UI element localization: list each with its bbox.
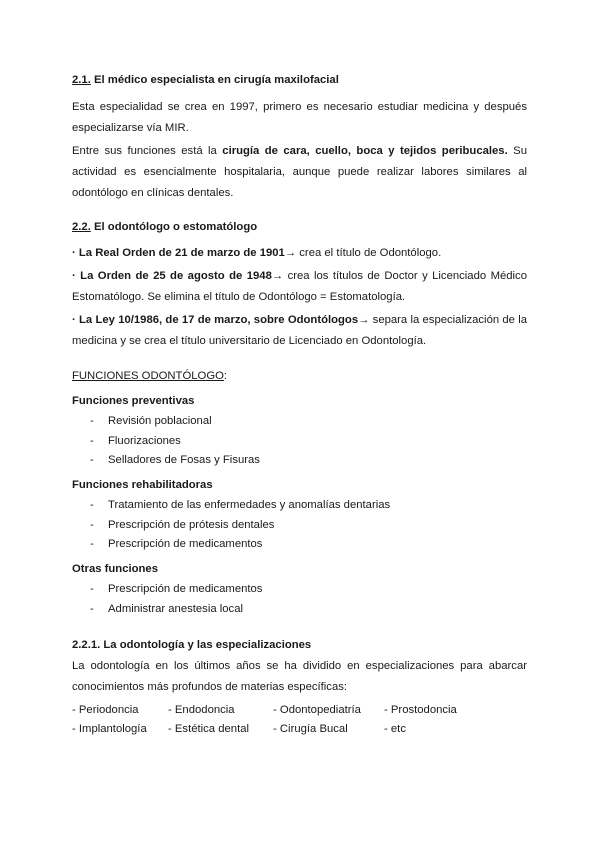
specialization-item: - Periodoncia [72,704,139,716]
history-item [72,310,527,352]
section-2-1-heading [72,71,527,89]
group-list [72,580,527,619]
history-item-law: · La Ley 10/1986, de 17 de marzo, sobre Odontólogos [72,314,359,326]
group-list [72,496,527,555]
group-list [72,412,527,471]
list-item [72,580,527,600]
group-title: Funciones preventivas [72,395,195,407]
list-item-text: Fluorizaciones [108,434,181,447]
section-2-2-1 [72,636,527,698]
history-item [72,266,527,308]
list-item-text: Revisión poblacional [108,415,212,427]
history-item-law: · La Orden de 25 de agosto de 1948 [72,270,272,282]
specialization-item: - Odontopediatría [273,704,361,716]
specialization-item: - Estética dental [168,723,250,735]
list-item [72,600,527,620]
dash-bullet: - [90,454,94,466]
dash-bullet: - [90,538,94,550]
paragraph-text: Su actividad es esencialmente hospitalaria, aunque puede realizar labores similares al odontólogo en clínicas dentales. [72,145,527,199]
list-item [72,432,527,452]
history-item [72,243,527,264]
group-otras [72,560,527,619]
history-item-text: → separa la especialización de la medicina y se crea el título universitario de Licenciado en Odontología. [72,314,528,347]
list-item-text: Prescripción de prótesis dentales [108,518,275,531]
history-item-law: · La Real Orden de 21 de marzo de 1901 [72,247,285,259]
list-item-text: Prescripción de medicamentos [108,583,263,595]
list-item-text: Selladores de Fosas y Fisuras [108,454,260,466]
section-2-2-heading [72,218,527,236]
section-2-1-body [72,97,527,204]
list-item [72,451,527,471]
history-item-text: → crea los títulos de Doctor y Licenciado Médico Estomatólogo. Se elimina el título de Odontólogo = Estomatología. [72,270,527,303]
specialization-item: - Cirugía Bucal [273,723,348,735]
list-item-text: Administrar anestesia local [108,602,243,615]
paragraph-bold-text: cirugía de cara, cuello, boca y tejidos peribucales. [222,145,508,157]
funciones-heading [72,367,527,385]
section-2-1-title: El médico especialista en cirugía maxilofacial [93,74,339,86]
funciones-colon: : [223,370,228,382]
dash-bullet: - [90,602,94,615]
section-2-1-paragraph-1: Esta especialidad se crea en 1997, primero es necesario estudiar medicina y después especializarse vía MIR. [72,101,527,134]
specializations-grid [72,701,527,739]
list-item [72,516,527,536]
group-preventivas [72,392,527,471]
group-title: Otras funciones [72,563,159,575]
specialization-item: - etc [384,723,406,735]
paragraph-text: Entre sus funciones está la [72,145,223,157]
funciones-title: FUNCIONES ODONTÓLOGO [72,370,224,382]
section-2-2-number: 2.2. [72,221,91,233]
specialization-item: - Endodoncia [168,704,235,716]
specialization-item: - Implantología [72,723,147,735]
section-2-1-paragraph-2 [72,141,527,204]
list-item-text: Tratamiento de las enfermedades y anomalías dentarias [108,499,391,511]
section-2-2-title: El odontólogo o estomatólogo [93,221,258,233]
group-rehabilitadoras [72,476,527,555]
list-item-text: Prescripción de medicamentos [108,538,263,550]
section-2-1 [72,71,527,89]
specializations-row [72,701,527,720]
dash-bullet: - [90,518,94,531]
list-item [72,412,527,432]
dash-bullet: - [90,499,94,511]
specialization-item: - Prostodoncia [384,704,457,716]
group-title: Funciones rehabilitadoras [72,479,213,491]
dash-bullet: - [90,583,94,595]
specializations-row [72,720,527,739]
section-2-2 [72,218,527,236]
section-2-2-1-title: 2.2.1. La odontología y las especializaciones [72,639,312,651]
list-item [72,535,527,555]
section-2-2-1-paragraph: La odontología en los últimos años se ha dividido en especializaciones para abarcar conocimientos más profundos de materias específicas: [72,660,527,693]
section-2-2-list [72,243,527,352]
section-2-1-number: 2.1. [72,74,91,86]
dash-bullet: - [90,434,94,447]
dash-bullet: - [90,415,94,427]
list-item [72,496,527,516]
history-item-text: → crea el título de Odontólogo. [284,247,442,259]
